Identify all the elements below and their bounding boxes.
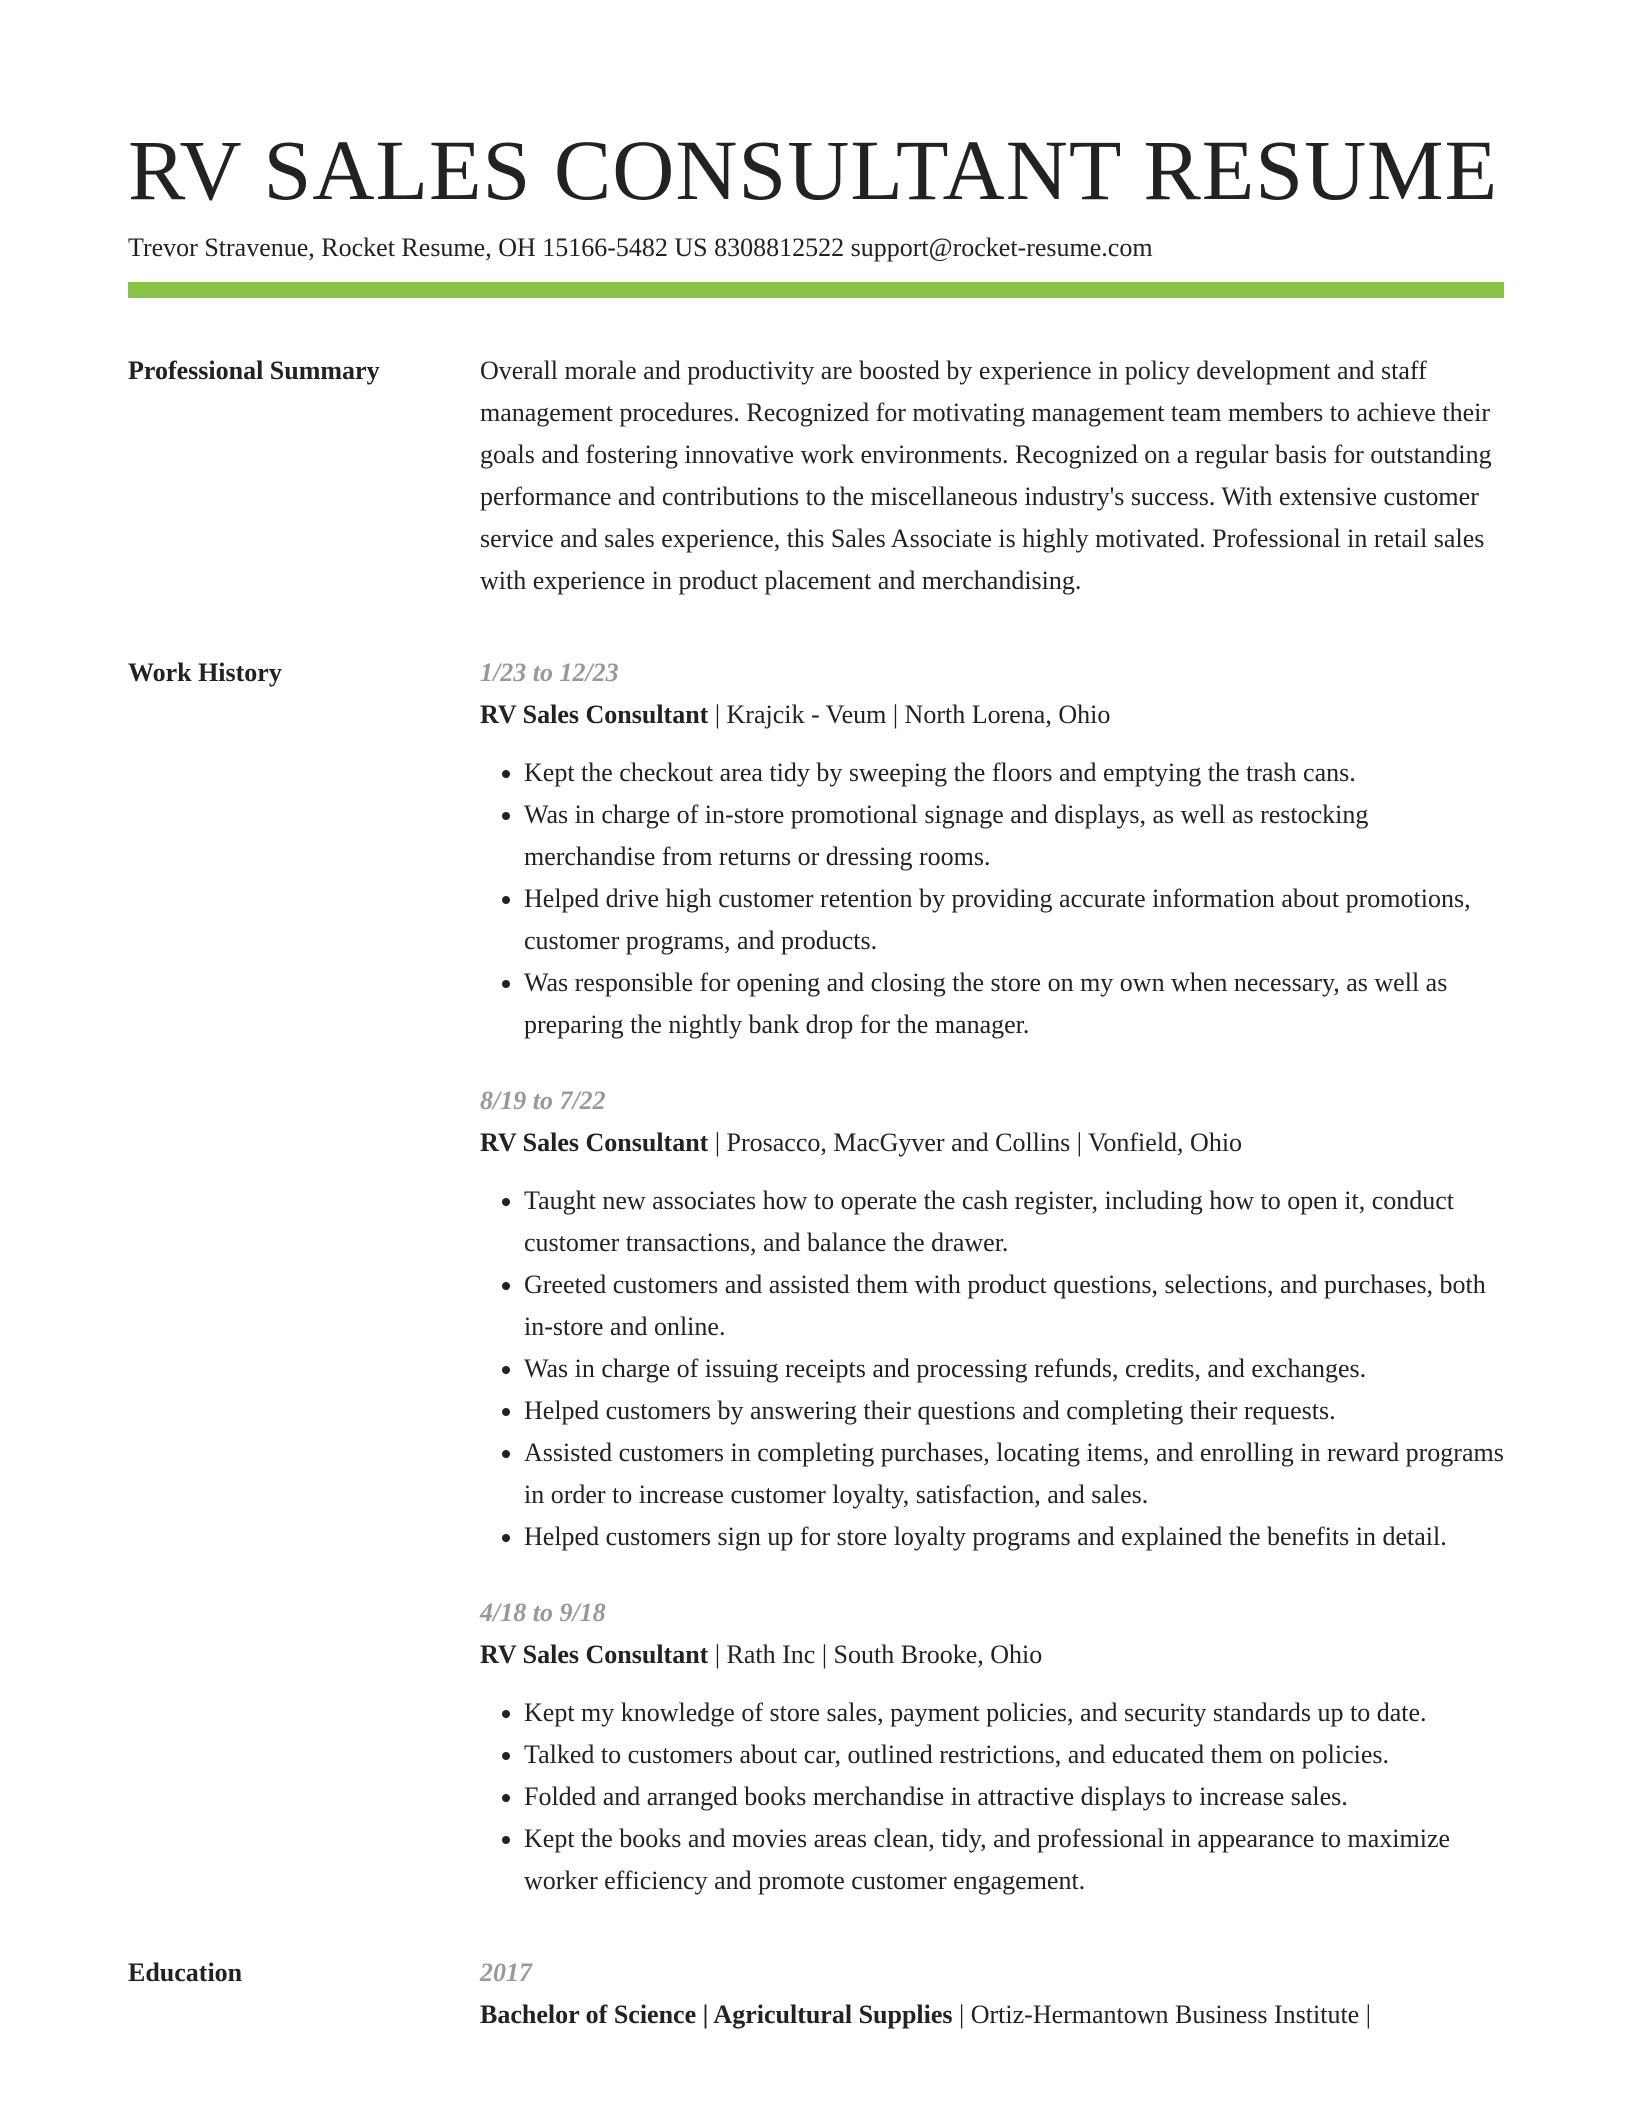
education-school: | Ortiz-Hermantown Business Institute |	[952, 2000, 1371, 2029]
summary-section	[128, 350, 1504, 602]
summary-text: Overall morale and productivity are boosted by experience in policy development and staff management procedures. Recognized for motivating management team members to achieve their goals and fostering innovative work environments. Recognized on a regular basis for outstanding performance and contributions to the miscellaneous industry's success. With extensive customer service and sales experience, this Sales Associate is highly motivated. Professional in retail sales with experience in product placement and merchandising.	[480, 356, 1492, 595]
job-title: RV Sales Consultant	[480, 1640, 709, 1669]
job-entry	[480, 1080, 1504, 1558]
job-duty: • Kept the checkout area tidy by sweeping the floors and emptying the trash cans.	[524, 752, 1504, 794]
job-heading	[480, 694, 1504, 736]
section-label-summary: Professional Summary	[128, 356, 380, 385]
job-duty: • Kept the books and movies areas clean, tidy, and professional in appearance to maximize worker efficiency and promote customer engagement.	[524, 1818, 1504, 1902]
job-duty: • Was responsible for opening and closing the store on my own when necessary, as well as preparing the nightly bank drop for the manager.	[524, 962, 1504, 1046]
job-entry	[480, 652, 1504, 1046]
job-duties	[480, 752, 1504, 1046]
job-employer-location: | Rath Inc | South Brooke, Ohio	[708, 1640, 1043, 1669]
education-heading	[480, 1994, 1504, 2036]
job-heading	[480, 1122, 1504, 1164]
job-dates: 1/23 to 12/23	[480, 658, 619, 687]
job-duty: • Greeted customers and assisted them with product questions, selections, and purchases, both in-store and online.	[524, 1264, 1504, 1348]
education-section	[128, 1952, 1504, 2036]
job-title: RV Sales Consultant	[480, 700, 709, 729]
job-duty: • Helped drive high customer retention by providing accurate information about promotions, customer programs, and products.	[524, 878, 1504, 962]
job-duty: • Folded and arranged books merchandise in attractive displays to increase sales.	[524, 1776, 1504, 1818]
job-employer-location: | Prosacco, MacGyver and Collins | Vonfield, Ohio	[708, 1128, 1243, 1157]
job-duties	[480, 1692, 1504, 1902]
contact-line: Trevor Stravenue, Rocket Resume, OH 15166-5482 US 8308812522 support@rocket-resume.com	[128, 233, 1153, 262]
section-label-work-history: Work History	[128, 658, 282, 687]
education-dates: 2017	[480, 1958, 532, 1987]
job-duty: • Talked to customers about car, outlined restrictions, and educated them on policies.	[524, 1734, 1504, 1776]
job-duty: • Assisted customers in completing purchases, locating items, and enrolling in reward programs in order to increase customer loyalty, satisfaction, and sales.	[524, 1432, 1504, 1516]
job-duty: • Kept my knowledge of store sales, payment policies, and security standards up to date.	[524, 1692, 1504, 1734]
job-duty: • Helped customers sign up for store loyalty programs and explained the benefits in detail.	[524, 1516, 1504, 1558]
page-title: RV SALES CONSULTANT RESUME	[128, 122, 1499, 218]
resume-page	[128, 0, 1504, 2036]
job-dates: 8/19 to 7/22	[480, 1086, 606, 1115]
header-divider	[128, 282, 1504, 298]
job-employer-location: | Krajcik - Veum | North Lorena, Ohio	[708, 700, 1111, 729]
section-label-education: Education	[128, 1958, 243, 1987]
job-duty: • Was in charge of issuing receipts and processing refunds, credits, and exchanges.	[524, 1348, 1504, 1390]
job-dates: 4/18 to 9/18	[480, 1598, 606, 1627]
job-duty: • Helped customers by answering their questions and completing their requests.	[524, 1390, 1504, 1432]
job-title: RV Sales Consultant	[480, 1128, 709, 1157]
job-duty: • Was in charge of in-store promotional signage and displays, as well as restocking merchandise from returns or dressing rooms.	[524, 794, 1504, 878]
work-history-section	[128, 652, 1504, 1902]
job-entry	[480, 1592, 1504, 1902]
job-duty: • Taught new associates how to operate the cash register, including how to open it, conduct customer transactions, and balance the drawer.	[524, 1180, 1504, 1264]
job-heading	[480, 1634, 1504, 1676]
job-duties	[480, 1180, 1504, 1558]
education-degree: Bachelor of Science | Agricultural Supplies	[480, 2000, 953, 2029]
